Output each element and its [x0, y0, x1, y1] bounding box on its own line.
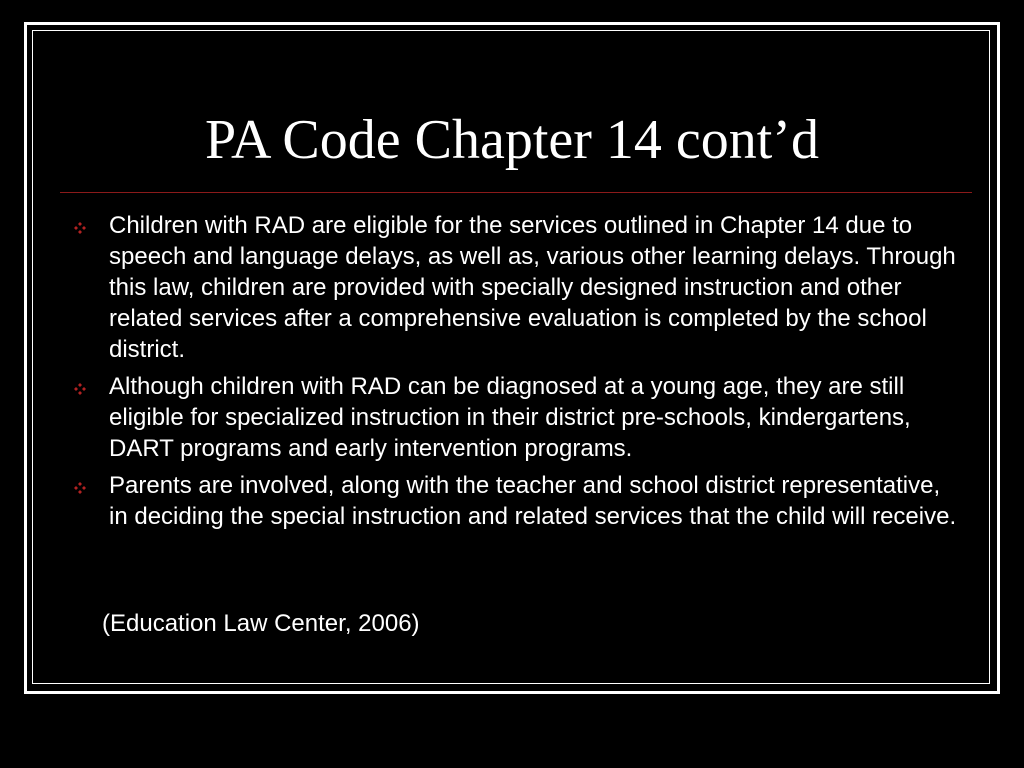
title-divider	[60, 192, 972, 193]
four-diamond-bullet-icon	[74, 383, 86, 395]
slide-title: PA Code Chapter 14 cont’d	[205, 109, 819, 171]
four-diamond-bullet-icon	[74, 222, 86, 234]
bullet-text: Children with RAD are eligible for the services outlined in Chapter 14 due to speech and language delays, as well as, various other learning delays. Through this law, children are provided with specially designed instruction and other related services after a comprehensive evaluation is completed by the school district.	[109, 212, 956, 363]
four-diamond-bullet-icon	[74, 482, 86, 494]
citation: (Education Law Center, 2006)	[102, 610, 420, 637]
bullet-item	[74, 470, 964, 532]
bullet-text: Although children with RAD can be diagnosed at a young age, they are still eligible for specialized instruction in their district pre-schools, kindergartens, DART programs and early intervention programs.	[109, 373, 911, 462]
bullet-text: Parents are involved, along with the teacher and school district representative, in deciding the special instruction and related services that the child will receive.	[109, 472, 957, 530]
bullet-item	[74, 210, 964, 365]
bullet-list	[74, 210, 964, 538]
bullet-item	[74, 371, 964, 464]
